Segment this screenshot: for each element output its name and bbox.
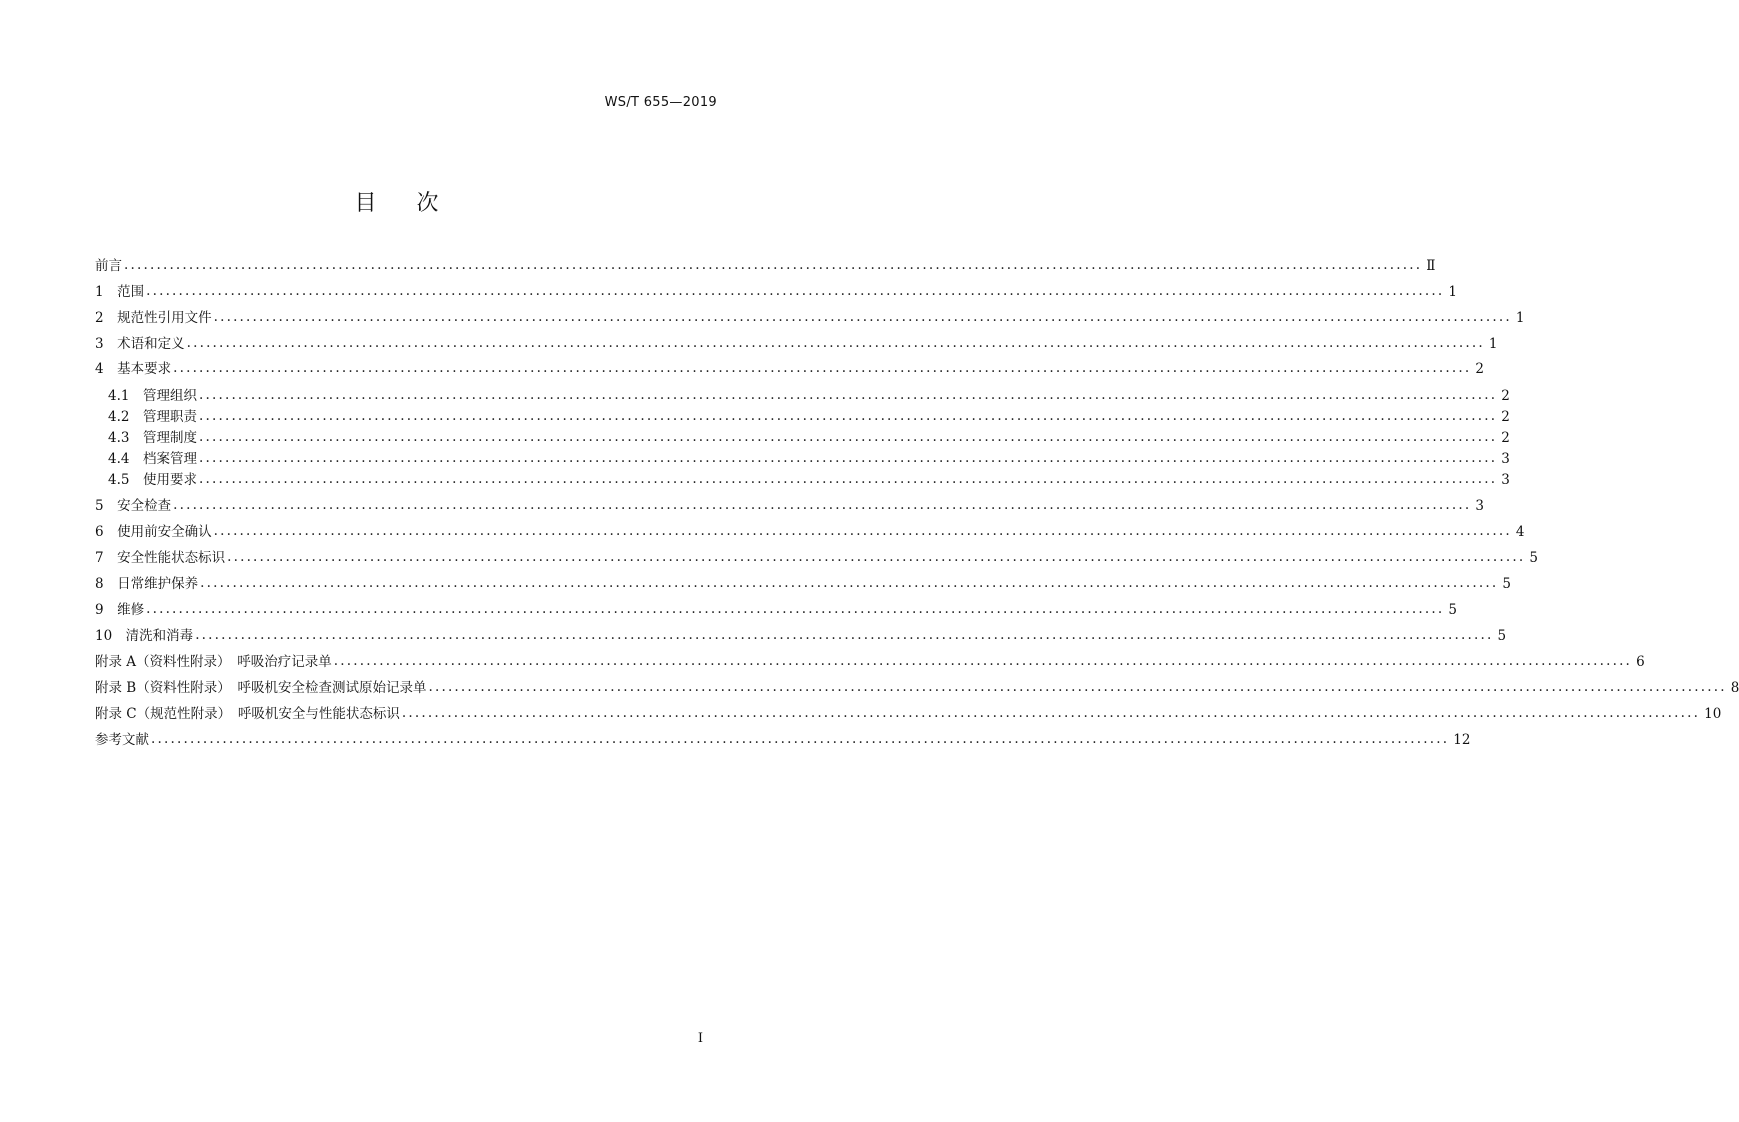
toc-leader-dots: ........................................................................................................................................................................................................: [186, 335, 1485, 351]
toc-leader-dots: ........................................................................................................................................................................................................: [227, 549, 1526, 565]
toc-leader-dots: ........................................................................................................................................................................................................: [173, 497, 1472, 513]
toc-entry-label: 9 维修: [95, 602, 145, 618]
toc-entry-page: 2: [1501, 430, 1510, 446]
toc-entry-page: 5: [1497, 628, 1507, 644]
toc-leader-dots: ........................................................................................................................................................................................................: [151, 731, 1450, 747]
toc-leader-dots: ........................................................................................................................................................................................................: [428, 679, 1727, 695]
toc-entry-label: 参考文献: [95, 732, 149, 748]
toc-entry[interactable]: [95, 278, 1457, 300]
toc-entry-page: 4: [1515, 524, 1525, 540]
toc-entry-label: 10 清洗和消毒: [95, 628, 194, 644]
toc-entry[interactable]: [95, 544, 1538, 566]
toc-entry-page: 2: [1501, 409, 1510, 425]
toc-entry-page: 12: [1453, 732, 1471, 748]
toc-leader-dots: ........................................................................................................................................................................................................: [146, 283, 1445, 299]
toc-entry[interactable]: [95, 622, 1507, 644]
toc-entry[interactable]: [95, 492, 1484, 514]
toc-leader-dots: ........................................................................................................................................................................................................: [124, 257, 1423, 273]
toc-leader-dots: ........................................................................................................................................................................................................: [198, 450, 1498, 466]
toc-entry[interactable]: [95, 648, 1645, 670]
toc-entry-label: 4.3 管理制度: [108, 430, 197, 446]
toc-entry-label: 附录 A（资料性附录） 呼吸治疗记录单: [95, 654, 332, 670]
toc-leader-dots: ........................................................................................................................................................................................................: [195, 627, 1494, 643]
toc-entry[interactable]: [95, 596, 1457, 618]
toc-leader-dots: ........................................................................................................................................................................................................: [213, 523, 1512, 539]
toc-entry-page: 10: [1704, 706, 1722, 722]
toc-entry-label: 7 安全性能状态标识: [95, 550, 226, 566]
toc-entry-page: 5: [1502, 576, 1511, 592]
toc-entry-page: 1: [1448, 284, 1457, 300]
toc-entry[interactable]: [95, 674, 1739, 696]
toc-entry-page: 1: [1488, 336, 1498, 352]
toc-entry[interactable]: [95, 403, 1510, 425]
toc-entry-label: 4 基本要求: [95, 361, 172, 377]
toc-leader-dots: ........................................................................................................................................................................................................: [198, 408, 1498, 424]
toc-entry[interactable]: [95, 382, 1510, 404]
toc-entry-page: 2: [1475, 361, 1484, 377]
toc-entry-label: 2 规范性引用文件: [95, 310, 212, 326]
toc-entry-label: 1 范围: [95, 284, 145, 300]
toc-entry[interactable]: [95, 466, 1510, 488]
toc-entry-page: 3: [1501, 451, 1510, 467]
toc-entry-label: 前言: [95, 258, 122, 274]
toc-entry-page: 8: [1730, 680, 1739, 696]
toc-entry-page: 3: [1501, 472, 1510, 488]
toc-entry[interactable]: [95, 330, 1498, 352]
toc-entry-label: 4.1 管理组织: [108, 388, 197, 404]
toc-entry[interactable]: [95, 726, 1471, 748]
toc-entry[interactable]: [95, 445, 1510, 467]
toc-entry-page: 1: [1515, 310, 1525, 326]
toc-leader-dots: ........................................................................................................................................................................................................: [198, 387, 1498, 403]
toc-entry-label: 3 术语和定义: [95, 336, 185, 352]
toc-entry-page: 2: [1501, 388, 1510, 404]
toc-entry[interactable]: [95, 304, 1525, 326]
toc-entry-page: 5: [1529, 550, 1538, 566]
toc-entry[interactable]: [95, 355, 1484, 377]
toc-entry[interactable]: [95, 518, 1525, 540]
toc-entry-label: 附录 C（规范性附录） 呼吸机安全与性能状态标识: [95, 706, 400, 722]
page-title: 目次: [354, 191, 479, 216]
toc-entry[interactable]: [95, 570, 1511, 592]
toc-leader-dots: ........................................................................................................................................................................................................: [333, 653, 1633, 669]
toc-leader-dots: ........................................................................................................................................................................................................: [200, 575, 1499, 591]
toc-entry-label: 附录 B（资料性附录） 呼吸机安全检查测试原始记录单: [95, 680, 427, 696]
standard-number: WS/T 655—2019: [604, 95, 717, 110]
toc-entry-label: 4.4 档案管理: [108, 451, 197, 467]
toc-leader-dots: ........................................................................................................................................................................................................: [401, 705, 1701, 721]
toc-entry-page: Ⅱ: [1426, 258, 1436, 274]
toc-leader-dots: ........................................................................................................................................................................................................: [198, 429, 1498, 445]
toc-entry-label: 6 使用前安全确认: [95, 524, 212, 540]
toc-entry-label: 5 安全检查: [95, 498, 172, 514]
toc-leader-dots: ........................................................................................................................................................................................................: [198, 471, 1498, 487]
toc-entry-page: 5: [1448, 602, 1457, 618]
toc-leader-dots: ........................................................................................................................................................................................................: [146, 601, 1445, 617]
toc-entry-label: 4.5 使用要求: [108, 472, 197, 488]
toc-entry[interactable]: [95, 252, 1436, 274]
toc-entry-label: 4.2 管理职责: [108, 409, 197, 425]
page-number: I: [697, 1031, 703, 1046]
toc-entry[interactable]: [95, 424, 1510, 446]
toc-leader-dots: ........................................................................................................................................................................................................: [213, 309, 1512, 325]
toc-entry-page: 6: [1636, 654, 1645, 670]
toc-entry[interactable]: [95, 700, 1722, 722]
toc-entry-page: 3: [1475, 498, 1484, 514]
toc-leader-dots: ........................................................................................................................................................................................................: [173, 360, 1472, 376]
toc-entry-label: 8 日常维护保养: [95, 576, 199, 592]
